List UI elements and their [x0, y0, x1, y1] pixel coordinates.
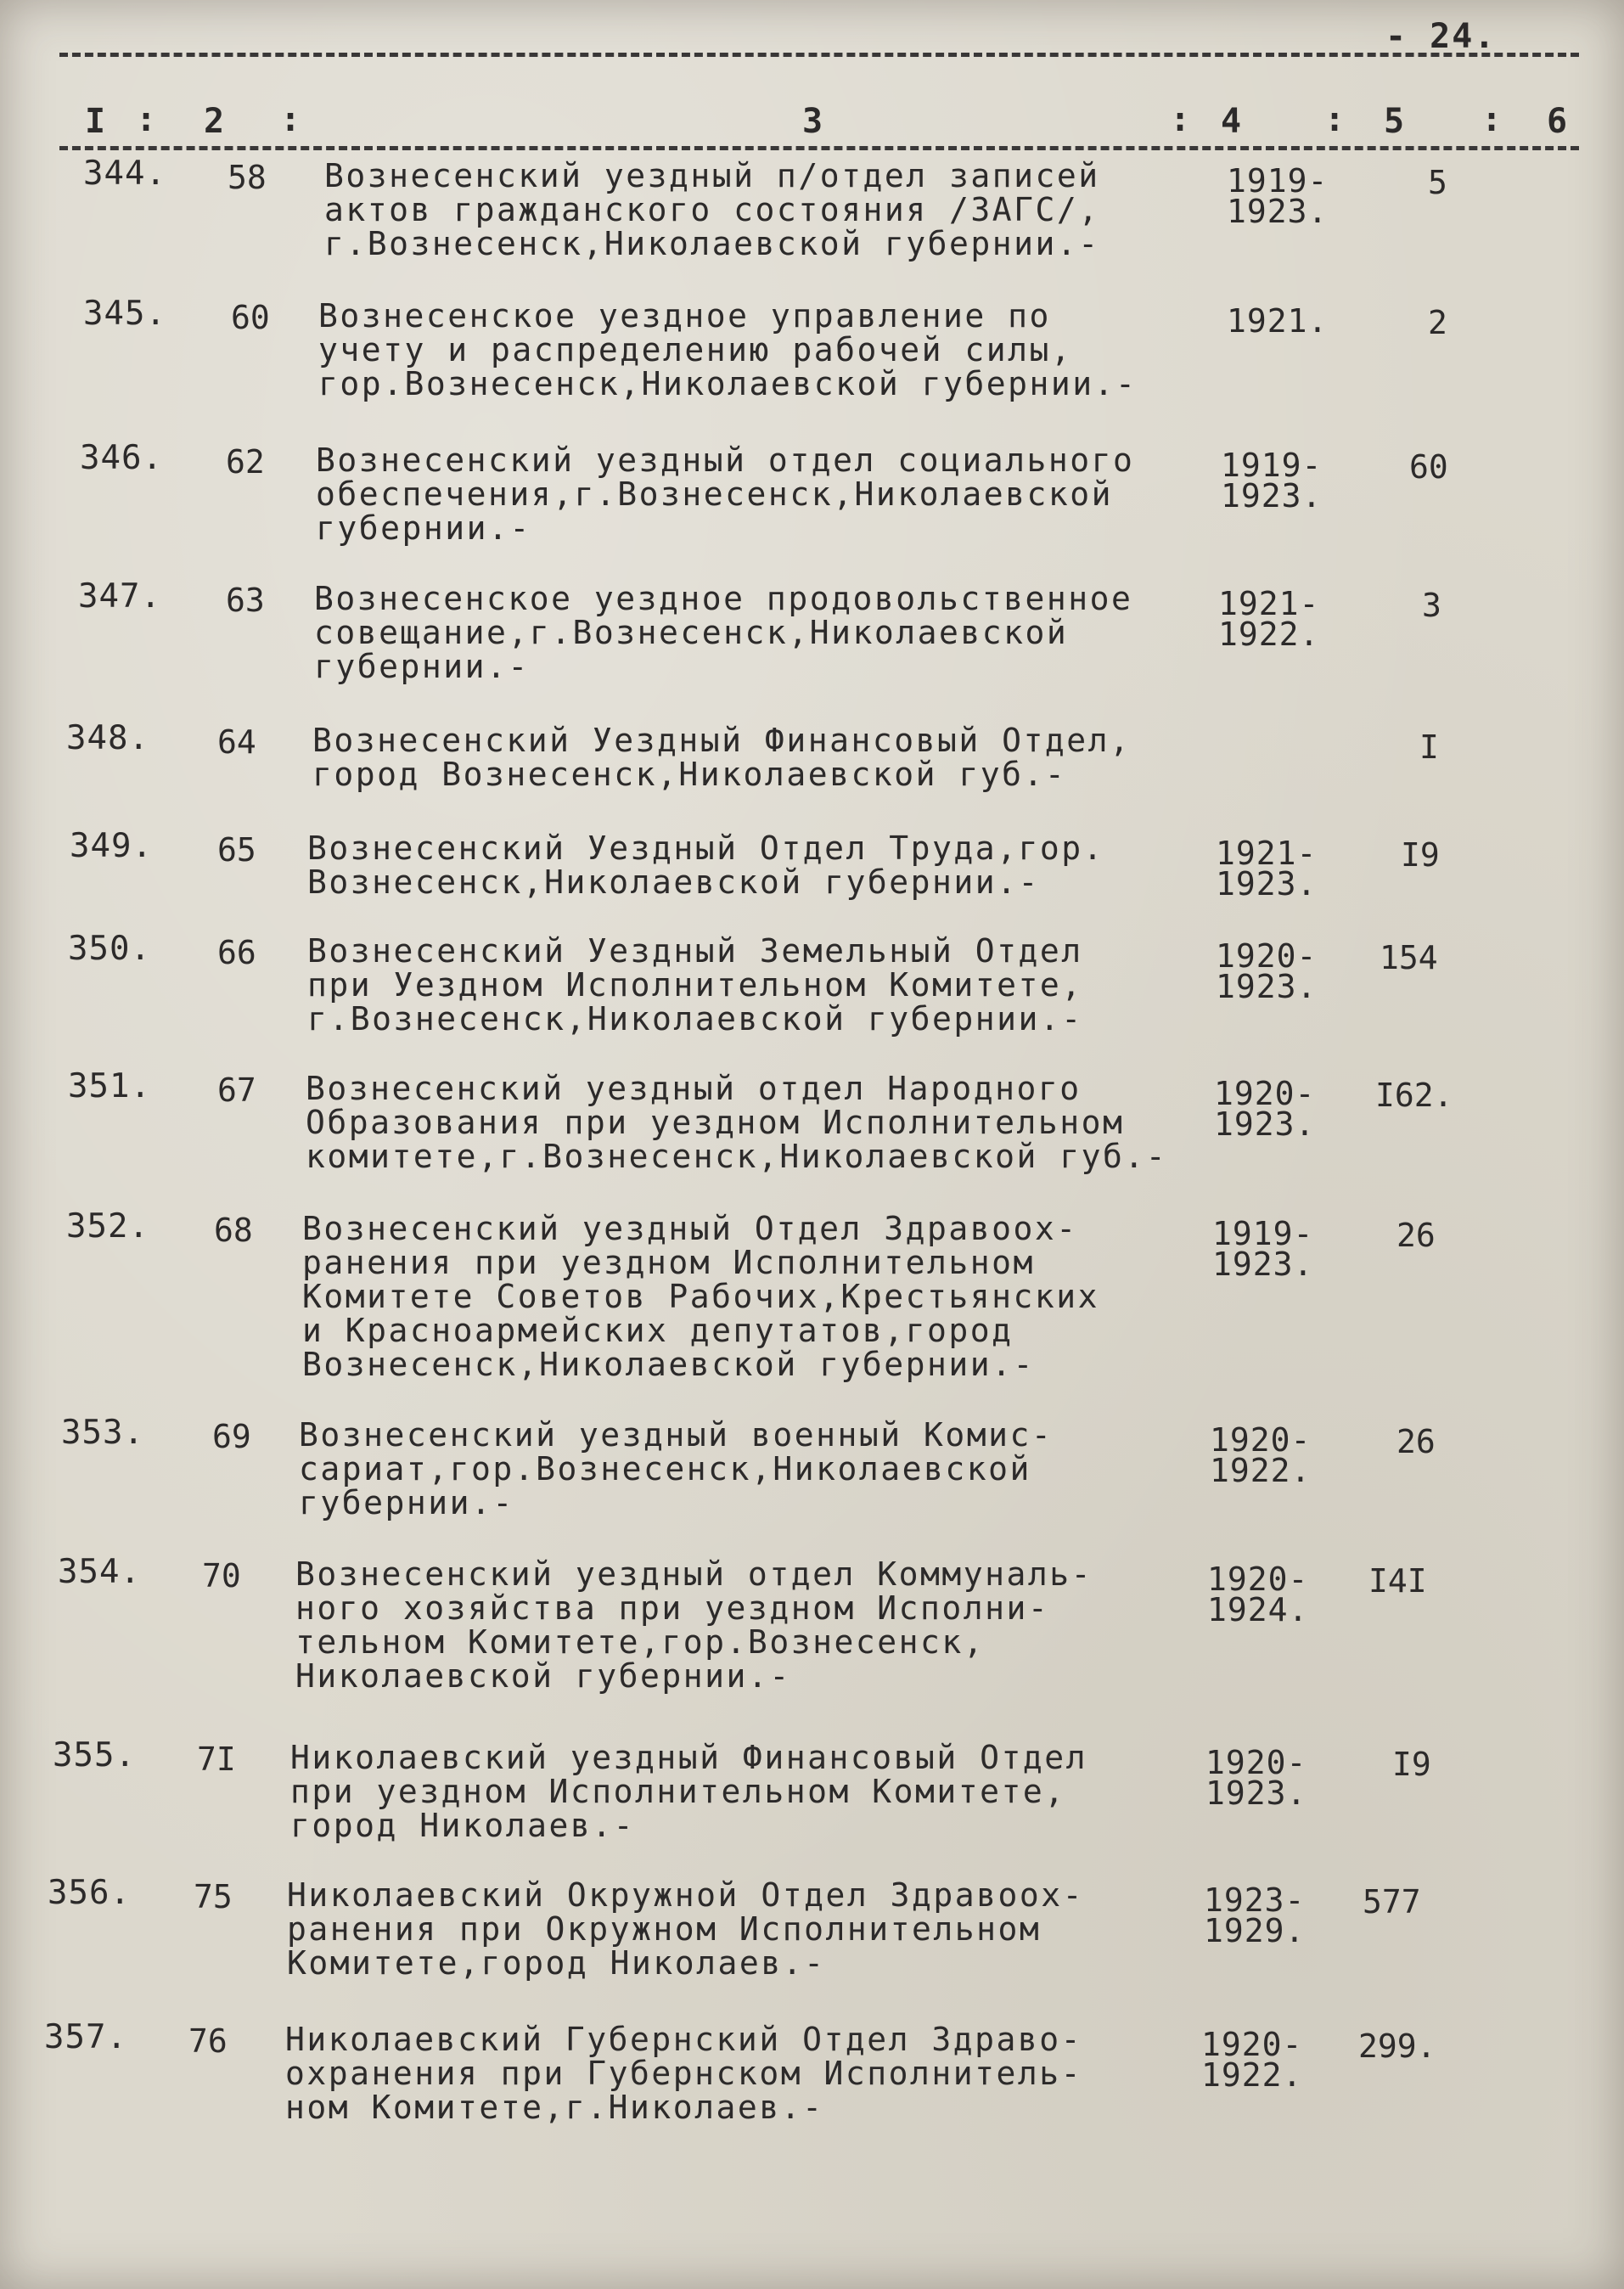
fond-number: 70: [202, 1557, 241, 1594]
entry-dates: 1920- 1922.: [1201, 2026, 1303, 2094]
entry-number: 346.: [80, 439, 163, 477]
file-count: 26: [1396, 1217, 1436, 1254]
column-separator: :: [1481, 100, 1503, 139]
column-separator: :: [1170, 100, 1191, 139]
entry-title: Вознесенское уездное продовольственное совещание,г.Вознесенск,Николаевской губернии.-: [314, 580, 1133, 685]
entry-number: 353.: [61, 1414, 144, 1452]
entry-number: 344.: [83, 155, 166, 193]
column-header-2: 2: [204, 102, 225, 141]
entry-title: Вознесенский Уездный Отдел Труда,гор. Вознесенск,Николаевской губернии.-: [307, 830, 1104, 901]
entry-dates: 1921.: [1227, 302, 1329, 340]
file-count: 154: [1380, 939, 1438, 976]
fond-number: 75: [194, 1878, 233, 1915]
entry-title: Вознесенский Уездный Финансовый Отдел, город Вознесенск,Николаевской губ.-: [312, 722, 1132, 793]
file-count: 2: [1428, 304, 1447, 341]
file-count: I9: [1392, 1746, 1431, 1783]
column-separator: :: [136, 100, 157, 139]
file-count: 299.: [1358, 2027, 1436, 2065]
fond-number: 63: [226, 582, 265, 619]
entry-dates: 1920- 1922.: [1210, 1421, 1312, 1489]
file-count: 26: [1396, 1423, 1436, 1460]
entry-number: 350.: [68, 930, 151, 968]
entry-dates: 1920- 1924.: [1207, 1561, 1309, 1628]
column-header-3: 3: [802, 102, 823, 141]
fond-number: 67: [217, 1071, 256, 1109]
column-header-1: I: [85, 102, 106, 141]
entry-number: 357.: [44, 2018, 127, 2056]
fond-number: 64: [217, 723, 256, 761]
entry-number: 354.: [58, 1553, 141, 1591]
entry-number: 349.: [70, 827, 153, 865]
fond-number: 76: [188, 2022, 228, 2060]
entry-title: Николаевский Губернский Отдел Здраво- охранения при Губернском Исполнитель- ном Комитете,г.Николаев.-: [285, 2021, 1082, 2126]
column-separator: :: [280, 100, 301, 139]
file-count: I4I: [1368, 1562, 1427, 1600]
entry-dates: 1921- 1923.: [1216, 835, 1318, 903]
fond-number: 62: [226, 443, 265, 481]
entry-title: Вознесенский уездный отдел Народного Образования при уездном Исполнительном комитете,г.Вознесенск,Николаевской губ.-: [306, 1070, 1168, 1175]
page-number: - 24.: [1385, 17, 1497, 56]
entry-number: 351.: [68, 1067, 151, 1105]
fond-number: 58: [228, 159, 267, 196]
entry-dates: 1919- 1923.: [1221, 447, 1323, 515]
file-count: I62.: [1375, 1077, 1453, 1114]
entry-number: 345.: [83, 295, 166, 333]
entry-dates: 1920- 1923.: [1205, 1744, 1307, 1812]
file-count: 60: [1409, 448, 1448, 486]
file-count: I: [1419, 728, 1439, 766]
entry-title: Вознесенский уездный отдел Коммуналь- ного хозяйства при уездном Исполни- тельном Комитете,гор.Вознесенск, Николаевской губернии.-: [295, 1555, 1093, 1695]
entry-dates: 1919- 1923.: [1212, 1215, 1314, 1283]
fond-number: 68: [214, 1212, 253, 1249]
entry-dates: 1920- 1923.: [1216, 937, 1318, 1005]
fond-number: 65: [217, 831, 256, 869]
fond-number: 69: [212, 1418, 251, 1455]
entry-title: Вознесенский уездный отдел социального обеспечения,г.Вознесенск,Николаевской губернии.-: [316, 441, 1135, 547]
column-header-6: 6: [1547, 102, 1568, 141]
entry-title: Вознесенский уездный военный Комис- сариат,гор.Вознесенск,Николаевской губернии.-: [299, 1416, 1054, 1521]
file-count: 3: [1422, 587, 1441, 624]
fond-number: 60: [231, 299, 270, 336]
file-count: 577: [1363, 1883, 1421, 1921]
entry-number: 355.: [53, 1736, 136, 1774]
entry-number: 356.: [48, 1874, 131, 1912]
entry-number: 348.: [66, 719, 149, 757]
column-header-4: 4: [1221, 102, 1242, 141]
entry-title: Николаевский уездный Финансовый Отдел при уездном Исполнительном Комитете, город Николаев.-: [290, 1739, 1087, 1844]
fond-number: 7I: [197, 1741, 236, 1778]
header-dashed-rule: [59, 146, 1579, 150]
entry-dates: 1921- 1922.: [1218, 585, 1320, 653]
top-dashed-rule: [59, 53, 1579, 57]
entry-dates: 1923- 1929.: [1204, 1881, 1306, 1949]
entry-number: 347.: [78, 577, 161, 616]
entry-title: Вознесенское уездное управление по учету и распределению рабочей силы, гор.Вознесенск,Николаевской губернии.-: [318, 297, 1138, 402]
entry-title: Вознесенский уездный п/отдел записей актов гражданского состояния /ЗАГС/, г.Вознесенск,Николаевской губернии.-: [324, 157, 1100, 262]
entry-dates: 1919- 1923.: [1227, 162, 1329, 230]
entry-number: 352.: [66, 1207, 149, 1246]
entry-dates: 1920- 1923.: [1214, 1075, 1316, 1143]
entry-title: Николаевский Окружной Отдел Здравоох- ранения при Окружном Исполнительном Комитете,город Николаев.-: [287, 1876, 1084, 1982]
file-count: 5: [1428, 164, 1447, 201]
entry-title: Вознесенский Уездный Земельный Отдел при Уездном Исполнительном Комитете, г.Вознесенск,Николаевской губернии.-: [307, 932, 1083, 1038]
fond-number: 66: [217, 934, 256, 971]
entry-title: Вознесенский уездный Отдел Здравоох- ранения при уездном Исполнительном Комитете Советов Рабочих,Крестьянских и Красноармейских депутатов,город Вознесенск,Николаевской губернии.-: [302, 1210, 1099, 1383]
column-header-5: 5: [1384, 102, 1405, 141]
file-count: I9: [1401, 836, 1440, 874]
column-separator: :: [1324, 100, 1346, 139]
